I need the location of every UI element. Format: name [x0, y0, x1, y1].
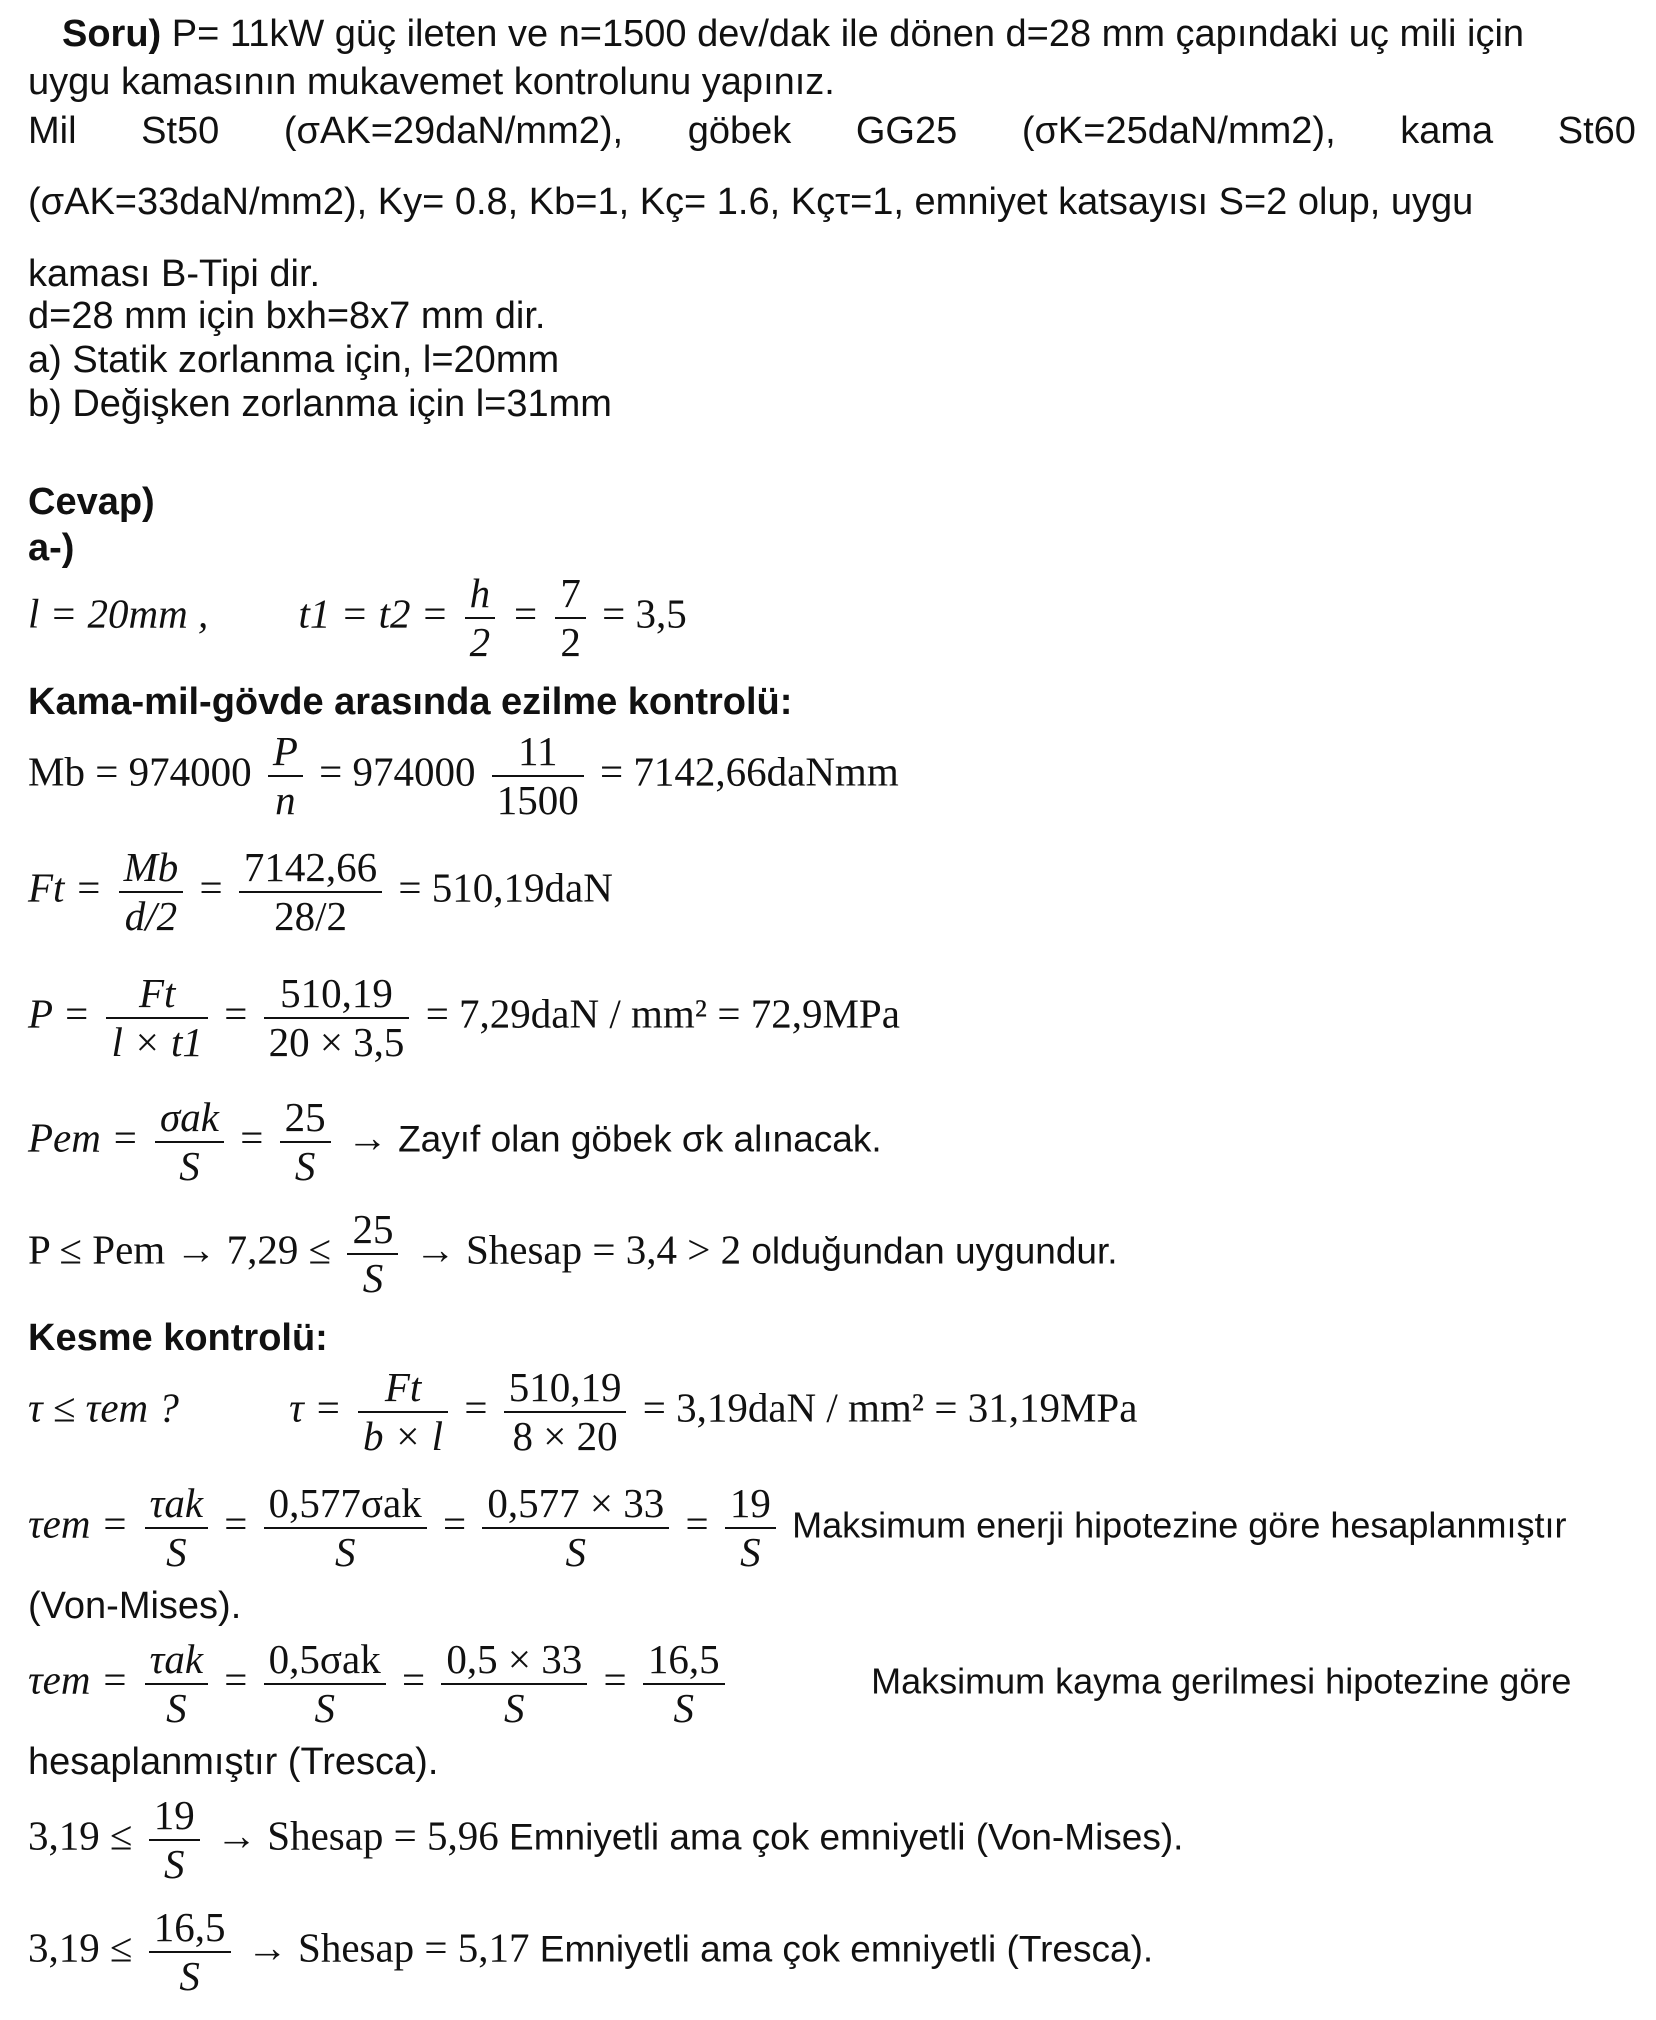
question-line-2: uygu kamasının mukavemet kontrolunu yapınız. — [28, 61, 835, 103]
eq-note: Emniyetli ama çok emniyetli (Von-Mises). — [509, 1816, 1184, 1858]
fraction — [119, 844, 184, 940]
eq-text: = — [224, 990, 248, 1037]
eq-text: → Shesap = 3,4 > 2 — [414, 1226, 742, 1273]
fraction — [264, 1636, 386, 1732]
eq-mb — [28, 728, 899, 824]
eq-note: Zayıf olan göbek σk alınacak. — [398, 1118, 882, 1160]
eq-vonmises: τem = τak S = 0,577σak S = $\frac{0,577 \times 33}{S}$ = $\frac{19}{S}$ Maksimum enerji hipotezine göre hesaplanmıştır — [28, 1480, 1567, 1576]
denominator: n — [275, 777, 296, 824]
question-label: Soru) — [62, 13, 162, 55]
fraction — [441, 1636, 587, 1732]
eq-text: l = 20mm , — [28, 590, 209, 637]
numerator: 19 — [149, 1792, 200, 1841]
eq-text: Mb = 974000 — [28, 748, 252, 795]
question-line-8: b) Değişken zorlanma için l=31mm — [28, 383, 612, 425]
denominator: 1500 — [496, 777, 579, 824]
eq-pem — [28, 1094, 882, 1190]
eq-note: Maksimum kayma gerilmesi hipotezine göre — [871, 1660, 1572, 1702]
numerator: 16,5 — [643, 1636, 725, 1685]
fraction — [465, 570, 496, 666]
question-line-5: kaması B-Tipi dir. — [28, 253, 321, 295]
eq-p — [28, 970, 900, 1066]
fraction — [268, 728, 303, 824]
fraction — [280, 1094, 331, 1190]
question-line-6: d=28 mm için bxh=8x7 mm dir. — [28, 295, 546, 337]
word: Mil — [28, 110, 77, 152]
eq-text: τem = — [28, 1500, 129, 1547]
eq-text: = 7142,66daNmm — [600, 748, 899, 795]
eq-text: = — [240, 1114, 264, 1161]
question-text-1: P= 11kW güç ileten ve n=1500 dev/dak ile dönen d=28 mm çapındaki uç mili için — [171, 13, 1525, 55]
numerator: σak — [155, 1094, 224, 1143]
denominator: 8 × 20 — [512, 1413, 618, 1460]
numerator: Ft — [358, 1364, 448, 1413]
tresca-continuation: hesaplanmıştır (Tresca). — [28, 1741, 439, 1783]
word: göbek — [687, 110, 792, 152]
fraction — [149, 1792, 200, 1888]
eq-note: Maksimum enerji hipotezine göre hesaplanmıştır — [792, 1504, 1567, 1546]
denominator: S — [294, 1143, 316, 1190]
eq-check — [28, 1206, 1118, 1302]
eq-text: = 3,5 — [602, 590, 687, 637]
eq-text: Pem = — [28, 1114, 139, 1161]
denominator: d/2 — [124, 893, 178, 940]
eq-text: 3,19 ≤ — [28, 1812, 133, 1859]
numerator: 25 — [280, 1094, 331, 1143]
numerator: h — [465, 570, 496, 619]
fraction — [482, 1480, 669, 1576]
numerator: τak — [145, 1636, 208, 1685]
denominator: S — [334, 1529, 356, 1576]
heading-shear: Kesme kontrolü: — [28, 1317, 328, 1359]
eq-text: = 974000 — [319, 748, 476, 795]
answer-title: Cevap) — [28, 481, 155, 523]
question-line-4: (σAK=33daN/mm2), Ky= 0.8, Kb=1, Kç= 1.6, Kçτ=1, emniyet katsayısı S=2 olup, uygu — [28, 181, 1474, 223]
eq-note: olduğundan uygundur. — [751, 1230, 1118, 1272]
numerator: 19 — [725, 1480, 776, 1529]
denominator: 2 — [469, 619, 491, 666]
denominator: S — [314, 1685, 335, 1732]
word: (σK=25daN/mm2), — [1021, 110, 1336, 152]
question-line-3 — [28, 110, 1636, 153]
eq-text: t1 = t2 = — [298, 590, 449, 637]
eq-text: = — [199, 864, 223, 911]
fraction — [492, 728, 584, 824]
numerator: Mb — [119, 844, 184, 893]
denominator: b × l — [363, 1413, 444, 1460]
numerator: 25 — [347, 1206, 398, 1255]
eq-text: = 3,19daN / mm² = 31,19MPa — [642, 1384, 1138, 1431]
eq-text: = 7,29daN / mm² = 72,9MPa — [425, 990, 900, 1037]
numerator: Ft — [106, 970, 207, 1019]
eq-tresca: τem = τak S = 0,5σak S = $\frac{0,5 \times 33}{S}$ = $\frac{16,5}{S}$ Maksimum kayma gerilmesi hipotezine göre — [28, 1636, 1572, 1732]
numerator: 510,19 — [504, 1364, 627, 1413]
word: kama — [1400, 110, 1494, 152]
eq-text: = — [464, 1384, 488, 1431]
answer-part: a-) — [28, 527, 75, 569]
eq-text: P = — [28, 990, 91, 1037]
numerator: 7142,66 — [239, 844, 382, 893]
denominator: S — [362, 1255, 384, 1302]
arrow-icon: → — [346, 1114, 388, 1161]
denominator: S — [740, 1529, 761, 1576]
fraction — [555, 570, 586, 666]
eq-t1 — [28, 570, 687, 666]
denominator: S — [164, 1841, 185, 1888]
fraction — [643, 1636, 725, 1732]
eq-text: 3,19 ≤ — [28, 1924, 133, 1971]
eq-ft — [28, 844, 613, 940]
fraction — [145, 1636, 208, 1732]
eq-text: τ = — [289, 1384, 342, 1431]
denominator: S — [166, 1685, 187, 1732]
numerator: P — [268, 728, 303, 777]
fraction — [106, 970, 207, 1066]
question-line-1 — [62, 14, 1524, 56]
question-line-7: a) Statik zorlanma için, l=20mm — [28, 339, 560, 381]
denominator: S — [179, 1953, 200, 2000]
denominator: S — [166, 1529, 187, 1576]
numerator: 510,19 — [264, 970, 410, 1019]
eq-text: Ft = — [28, 864, 103, 911]
denominator: 2 — [560, 619, 581, 666]
heading-crush: Kama-mil-gövde arasında ezilme kontrolü: — [28, 681, 793, 723]
word: (σAK=29daN/mm2), — [283, 110, 624, 152]
denominator: S — [504, 1685, 525, 1732]
eq-text: τ ≤ τem ? — [28, 1384, 179, 1431]
numerator: 11 — [492, 728, 584, 777]
eq-result-vonmises — [28, 1792, 1183, 1888]
numerator: 7 — [555, 570, 586, 619]
denominator: S — [673, 1685, 694, 1732]
numerator: 0,577 × 33 — [482, 1480, 669, 1529]
eq-text: = — [511, 590, 540, 637]
numerator: 0,5σak — [264, 1636, 386, 1685]
eq-text: τem = — [28, 1656, 129, 1703]
fraction — [725, 1480, 776, 1576]
numerator: 0,577σak — [264, 1480, 427, 1529]
denominator: S — [565, 1529, 587, 1576]
fraction — [504, 1364, 627, 1460]
fraction — [358, 1364, 448, 1460]
fraction — [264, 970, 410, 1066]
denominator: l × t1 — [111, 1019, 203, 1066]
word: GG25 — [855, 110, 958, 152]
numerator: 0,5 × 33 — [441, 1636, 587, 1685]
numerator: 16,5 — [149, 1904, 231, 1953]
eq-tau — [28, 1364, 1137, 1460]
denominator: 28/2 — [274, 893, 347, 940]
fraction — [347, 1206, 398, 1302]
eq-result-tresca — [28, 1904, 1153, 2000]
eq-text: → Shesap = 5,96 — [216, 1812, 499, 1859]
eq-text: = 510,19daN — [398, 864, 613, 911]
fraction — [155, 1094, 224, 1190]
eq-text: P ≤ Pem → 7,29 ≤ — [28, 1226, 332, 1273]
eq-text: → Shesap = 5,17 — [246, 1924, 530, 1971]
fraction — [264, 1480, 427, 1576]
fraction — [145, 1480, 208, 1576]
fraction — [239, 844, 382, 940]
denominator: 20 × 3,5 — [268, 1019, 405, 1066]
denominator: S — [179, 1143, 200, 1190]
fraction — [149, 1904, 231, 2000]
eq-note: Emniyetli ama çok emniyetli (Tresca). — [539, 1928, 1154, 1970]
vonmises-continuation: (Von-Mises). — [28, 1585, 242, 1627]
numerator: τak — [145, 1480, 208, 1529]
word: St60 — [1557, 110, 1636, 152]
word: St50 — [141, 110, 220, 152]
